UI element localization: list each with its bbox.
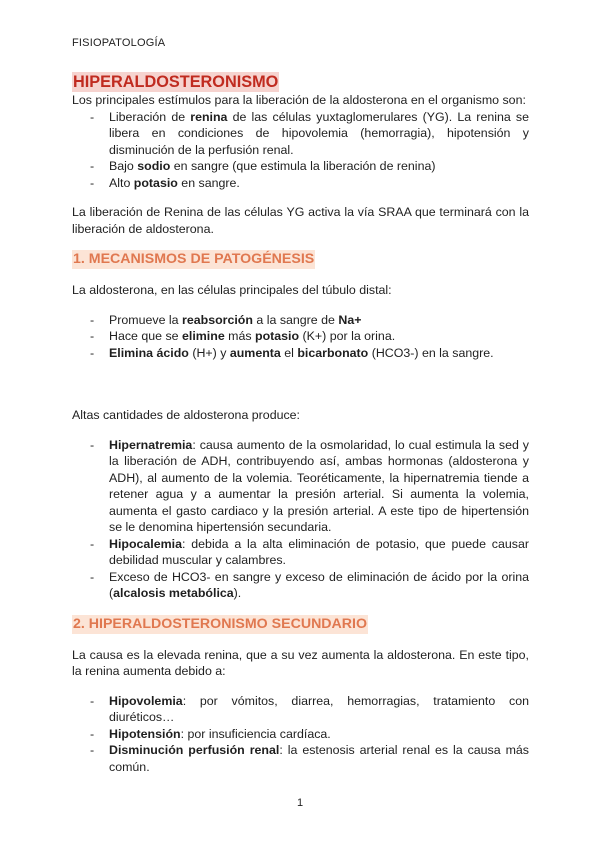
stimuli-list bbox=[72, 109, 529, 192]
section-heading-mecanismos: 1. MECANISMOS DE PATOGÉNESIS bbox=[73, 251, 315, 267]
effects-list bbox=[72, 437, 529, 602]
page-content bbox=[72, 72, 529, 775]
effects-lead: Altas cantidades de aldosterona produce: bbox=[72, 408, 301, 422]
intro-paragraph: Los principales estímulos para la liberación de la aldosterona en el organismo son: bbox=[72, 93, 526, 107]
list-item: - Hipocalemia: debida a la alta eliminación de potasio, que puede causar debilidad muscular y calambres. bbox=[72, 536, 529, 569]
list-item: - Hipovolemia: por vómitos, diarrea, hemorragias, tratamiento con diuréticos… bbox=[72, 693, 529, 726]
page-title: HIPERALDOSTERONISMO bbox=[73, 73, 279, 91]
section2-lead: La causa es la elevada renina, que a su vez aumenta la aldosterona. En este tipo, la renina aumenta debido a: bbox=[72, 647, 529, 678]
sraa-paragraph: La liberación de Renina de las células YG activa la vía SRAA que terminará con la liberación de aldosterona. bbox=[72, 205, 529, 236]
list-item: - Alto potasio en sangre. bbox=[72, 175, 529, 192]
list-item: - Hipotensión: por insuficiencia cardíaca. bbox=[72, 726, 529, 743]
page-number: 1 bbox=[296, 797, 304, 809]
list-item: - Bajo sodio en sangre (que estimula la liberación de renina) bbox=[72, 158, 529, 175]
list-item: - Hace que se elimine más potasio (K+) por la orina. bbox=[72, 328, 529, 345]
list-item: - Hipernatremia: causa aumento de la osmolaridad, lo cual estimula la sed y la liberación de ADH, contribuyendo así, ambas hormonas (aldosterona y ADH), al aumento de la volemia. Teoréticamente, la hipernatremia tiende a retener agua y a aumentar la presión arterial. Si aumenta la volemia, aumenta el gasto cardiaco y la presión arterial. A este tipo de hipertensión se le denomina hipertensión secundaria. bbox=[72, 437, 529, 536]
list-item: - Exceso de HCO3- en sangre y exceso de eliminación de ácido por la orina (alcalosis metabólica). bbox=[72, 569, 529, 602]
running-header: FISIOPATOLOGÍA bbox=[72, 37, 166, 49]
list-item: - Disminución perfusión renal: la estenosis arterial renal es la causa más común. bbox=[72, 742, 529, 775]
section-heading-secundario: 2. HIPERALDOSTERONISMO SECUNDARIO bbox=[73, 615, 368, 632]
list-item: - Liberación de renina de las células yuxtaglomerulares (YG). La renina se libera en condiciones de hipovolemia (hemorragia), hipotensión y disminución de la perfusión renal. bbox=[72, 109, 529, 159]
section1-lead: La aldosterona, en las células principales del túbulo distal: bbox=[72, 283, 392, 297]
causes-list bbox=[72, 693, 529, 776]
list-item: - Elimina ácido (H+) y aumenta el bicarbonato (HCO3-) en la sangre. bbox=[72, 345, 529, 362]
list-item: - Promueve la reabsorción a la sangre de Na+ bbox=[72, 312, 529, 329]
mechanisms-list bbox=[72, 312, 529, 362]
